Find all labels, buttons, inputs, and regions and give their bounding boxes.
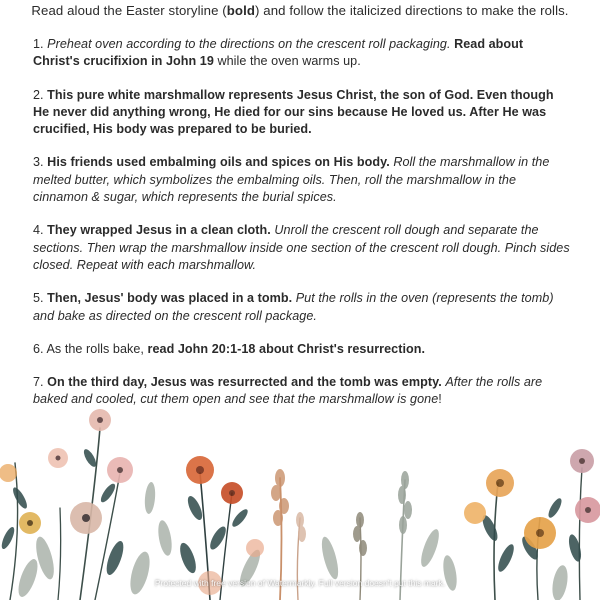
step-direction: Unroll the crescent roll dough and separate the sections. Then wrap the marshmallow inside one section of the crescent roll dough. Pinch sides closed. Repeat with each marshmallow. xyxy=(33,223,570,272)
step-number: 5. xyxy=(33,291,44,306)
step-direction: Put the rolls in the oven (represents the tomb) and bake as directed on the crescent roll package. xyxy=(33,291,554,323)
steps-list xyxy=(33,36,573,425)
step-plain: while the oven warms up. xyxy=(213,54,361,69)
step-1 xyxy=(33,36,573,71)
step-direction: Preheat oven according to the directions on the crescent roll packaging. xyxy=(47,37,451,51)
step-6 xyxy=(33,341,573,358)
watermark-text: Protected with free version of Watermarkly. Full version doesn't put this mark. xyxy=(154,578,446,588)
step-plain: As the rolls bake, xyxy=(46,341,148,356)
intro-text xyxy=(0,2,600,20)
watercolor-flower-border-icon xyxy=(0,398,600,600)
step-story: They wrapped Jesus in a clean cloth. xyxy=(47,223,271,238)
step-plain: ! xyxy=(438,392,442,407)
step-5 xyxy=(33,290,573,325)
step-story: Then, Jesus' body was placed in a tomb. xyxy=(47,291,293,306)
step-3 xyxy=(33,154,573,206)
intro-bold-word: bold xyxy=(226,3,256,18)
intro-after: ) and follow the italicized directions to make the rolls. xyxy=(255,3,569,18)
step-story: On the third day, Jesus was resurrected and the tomb was empty. xyxy=(47,375,442,390)
step-4 xyxy=(33,222,573,274)
step-story: read John 20:1-18 about Christ's resurrection. xyxy=(147,341,426,356)
step-story: Read about Christ's crucifixion in John 19 xyxy=(33,37,524,69)
step-number: 4. xyxy=(33,223,44,238)
step-story: This pure white marshmallow represents Jesus Christ, the son of God. Even though He never did anything wrong, He died for our sins because He loved us. After He was crucified, His body was prepared to be buried. xyxy=(33,87,554,137)
step-number: 6. xyxy=(33,341,44,356)
step-number: 2. xyxy=(33,87,44,102)
step-2 xyxy=(33,87,573,139)
intro-before: Read aloud the Easter storyline ( xyxy=(31,3,227,18)
step-number: 3. xyxy=(33,155,44,170)
step-number: 7. xyxy=(33,375,44,390)
step-direction: After the rolls are baked and cooled, cut them open and see that the marshmallow is gone xyxy=(33,375,543,407)
step-story: His friends used embalming oils and spices on His body. xyxy=(47,155,390,170)
step-direction: Roll the marshmallow in the melted butter, which symbolizes the embalming oils. Then, roll the marshmallow in the cinnamon & sugar, which represents the burial spices. xyxy=(33,155,550,205)
step-number: 1. xyxy=(33,37,44,51)
